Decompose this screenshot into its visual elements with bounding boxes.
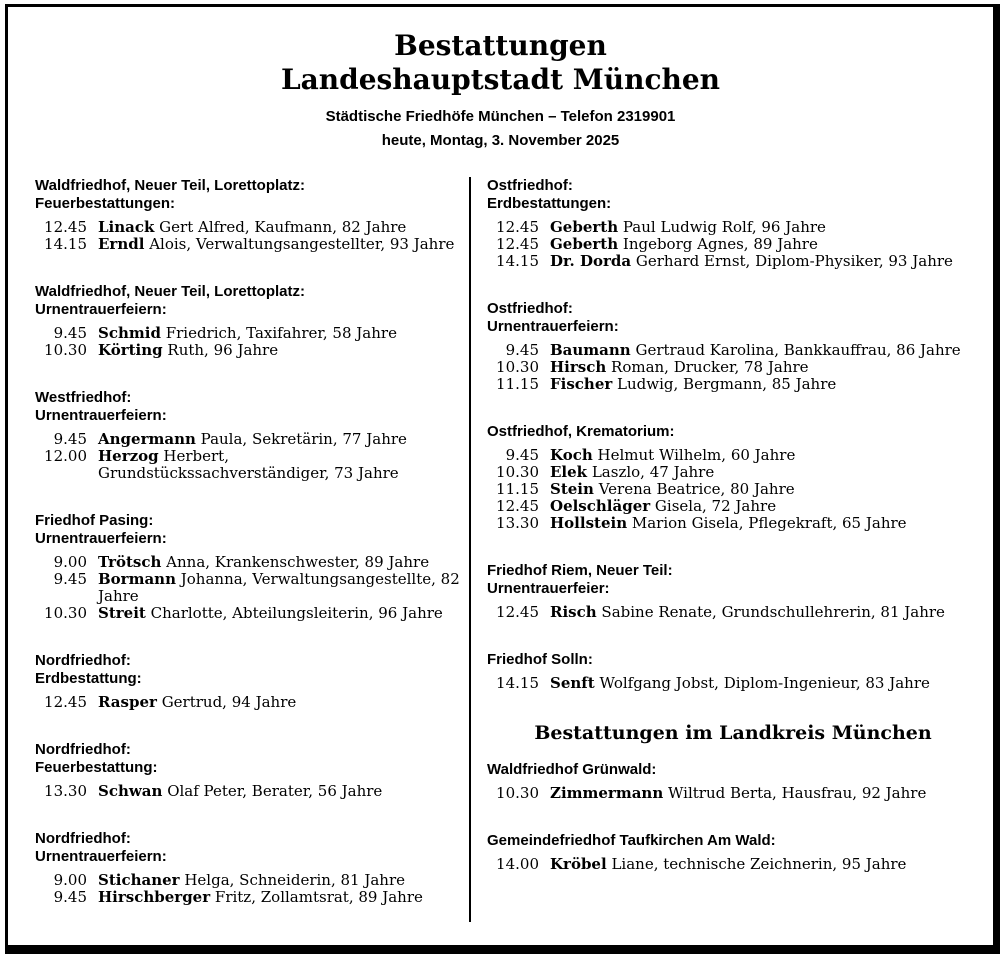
entry-time: 12.45 bbox=[44, 693, 87, 712]
funeral-notices-page bbox=[5, 4, 1000, 954]
cemetery-section bbox=[35, 389, 469, 482]
funeral-entry bbox=[35, 872, 469, 889]
entry-text: Fischer Ludwig, Bergmann, 85 Jahre bbox=[550, 375, 837, 394]
entry-text: Angermann Paula, Sekretärin, 77 Jahre bbox=[98, 430, 407, 449]
section-heading bbox=[487, 562, 979, 598]
entry-time: 9.00 bbox=[53, 871, 87, 890]
entry-time: 9.45 bbox=[505, 341, 539, 360]
entry-text: Risch Sabine Renate, Grundschullehrerin, 81 Jahre bbox=[550, 603, 945, 622]
entry-time: 10.30 bbox=[44, 604, 87, 623]
entry-surname: Bormann bbox=[98, 570, 176, 589]
right-sections-container bbox=[487, 177, 979, 692]
entry-surname: Zimmermann bbox=[550, 784, 664, 803]
entry-list bbox=[487, 447, 979, 532]
entry-surname: Stichaner bbox=[98, 871, 180, 890]
entry-text: Körting Ruth, 96 Jahre bbox=[98, 341, 279, 360]
cemetery-section bbox=[487, 177, 979, 270]
section-heading bbox=[35, 177, 469, 213]
funeral-entry bbox=[35, 236, 469, 253]
entry-surname: Baumann bbox=[550, 341, 631, 360]
entry-time: 12.45 bbox=[496, 497, 539, 516]
entry-surname: Elek bbox=[550, 463, 588, 482]
entry-surname: Erndl bbox=[98, 235, 145, 254]
entry-time: 12.45 bbox=[44, 218, 87, 237]
entry-time: 12.45 bbox=[496, 603, 539, 622]
entry-text: Erndl Alois, Verwaltungsangestellter, 93 Jahre bbox=[98, 235, 455, 254]
header-date-line: heute, Montag, 3. November 2025 bbox=[381, 132, 620, 150]
entry-list bbox=[35, 694, 469, 711]
section-heading-line: Friedhof Riem, Neuer Teil: bbox=[487, 562, 673, 580]
funeral-entry bbox=[35, 554, 469, 571]
cemetery-section bbox=[487, 300, 979, 393]
section-heading-line: Erdbestattung: bbox=[35, 670, 142, 688]
entry-surname: Streit bbox=[98, 604, 146, 623]
entry-surname: Linack bbox=[98, 218, 155, 237]
section-heading-line: Friedhof Solln: bbox=[487, 651, 593, 669]
section-heading bbox=[35, 283, 469, 319]
entry-surname: Schmid bbox=[98, 324, 161, 343]
entry-surname: Stein bbox=[550, 480, 594, 499]
funeral-entry bbox=[487, 253, 979, 270]
funeral-entry bbox=[487, 856, 979, 873]
cemetery-section bbox=[487, 832, 979, 873]
section-heading-line: Waldfriedhof, Neuer Teil, Lorettoplatz: bbox=[35, 177, 305, 195]
entry-text: Geberth Ingeborg Agnes, 89 Jahre bbox=[550, 235, 818, 254]
section-heading bbox=[487, 423, 979, 441]
section-heading-line: Urnentrauerfeiern: bbox=[35, 301, 167, 319]
entry-time: 9.45 bbox=[53, 324, 87, 343]
section-heading-line: Feuerbestattung: bbox=[35, 759, 158, 777]
entry-time: 9.45 bbox=[53, 430, 87, 449]
funeral-entry bbox=[35, 783, 469, 800]
entry-text: Schwan Olaf Peter, Berater, 56 Jahre bbox=[98, 782, 383, 801]
section-heading-line: Gemeindefriedhof Taufkirchen Am Wald: bbox=[487, 832, 776, 850]
entry-list bbox=[35, 431, 469, 482]
section-heading-line: Urnentrauerfeiern: bbox=[35, 530, 167, 548]
entry-time: 11.15 bbox=[496, 480, 539, 499]
cemetery-section bbox=[35, 512, 469, 622]
entry-text: Herzog Herbert, Grundstückssachverständiger, 73 Jahre bbox=[98, 447, 399, 483]
entry-surname: Dr. Dorda bbox=[550, 252, 632, 271]
section-heading bbox=[487, 177, 979, 213]
entry-surname: Senft bbox=[550, 674, 595, 693]
header-subtitle-block bbox=[8, 105, 993, 153]
section-heading bbox=[487, 761, 979, 779]
funeral-entry bbox=[35, 431, 469, 448]
entry-text: Baumann Gertraud Karolina, Bankkauffrau, 86 Jahre bbox=[550, 341, 961, 360]
section-heading bbox=[487, 832, 979, 850]
entry-list bbox=[35, 554, 469, 622]
entry-list bbox=[35, 219, 469, 253]
entry-list bbox=[35, 783, 469, 800]
entry-text: Senft Wolfgang Jobst, Diplom-Ingenieur, 83 Jahre bbox=[550, 674, 930, 693]
entry-time: 14.15 bbox=[496, 674, 539, 693]
section-heading-line: Nordfriedhof: bbox=[35, 830, 131, 848]
section-heading-line: Ostfriedhof: bbox=[487, 300, 573, 318]
cemetery-section bbox=[487, 761, 979, 802]
entry-surname: Koch bbox=[550, 446, 593, 465]
landkreis-title: Bestattungen im Landkreis München bbox=[534, 722, 932, 745]
funeral-entry bbox=[35, 219, 469, 236]
section-heading bbox=[35, 741, 469, 777]
section-heading bbox=[35, 830, 469, 866]
entry-list bbox=[487, 856, 979, 873]
cemetery-section bbox=[35, 830, 469, 906]
entry-surname: Hirsch bbox=[550, 358, 607, 377]
entry-list bbox=[35, 872, 469, 906]
entry-time: 10.30 bbox=[44, 341, 87, 360]
entry-text: Koch Helmut Wilhelm, 60 Jahre bbox=[550, 446, 796, 465]
section-heading-line: Urnentrauerfeiern: bbox=[487, 318, 619, 336]
cemetery-section bbox=[35, 177, 469, 253]
entry-text: Trötsch Anna, Krankenschwester, 89 Jahre bbox=[98, 553, 430, 572]
entry-text: Bormann Johanna, Verwaltungsangestellte, 82 Jahre bbox=[98, 570, 460, 606]
entry-surname: Rasper bbox=[98, 693, 157, 712]
entry-surname: Hirschberger bbox=[98, 888, 211, 907]
entry-time: 12.45 bbox=[496, 235, 539, 254]
entry-surname: Oelschläger bbox=[550, 497, 651, 516]
funeral-entry bbox=[487, 464, 979, 481]
entry-surname: Trötsch bbox=[98, 553, 162, 572]
funeral-entry bbox=[487, 219, 979, 236]
funeral-entry bbox=[35, 889, 469, 906]
entry-time: 14.15 bbox=[496, 252, 539, 271]
entry-surname: Schwan bbox=[98, 782, 163, 801]
entry-time: 14.15 bbox=[44, 235, 87, 254]
entry-text: Hirschberger Fritz, Zollamtsrat, 89 Jahre bbox=[98, 888, 423, 907]
section-heading bbox=[35, 512, 469, 548]
entry-surname: Risch bbox=[550, 603, 597, 622]
entry-time: 10.30 bbox=[496, 784, 539, 803]
page-header bbox=[8, 7, 993, 153]
entry-surname: Herzog bbox=[98, 447, 159, 466]
section-heading-line: Nordfriedhof: bbox=[35, 741, 131, 759]
funeral-entry bbox=[487, 498, 979, 515]
section-heading-line: Erdbestattungen: bbox=[487, 195, 612, 213]
funeral-entry bbox=[487, 376, 979, 393]
funeral-entry bbox=[35, 571, 469, 605]
entry-surname: Fischer bbox=[550, 375, 613, 394]
entry-list bbox=[487, 604, 979, 621]
section-heading bbox=[35, 389, 469, 425]
landkreis-sections-container bbox=[487, 761, 979, 873]
right-column bbox=[471, 177, 993, 936]
section-heading bbox=[487, 300, 979, 336]
entry-time: 13.30 bbox=[496, 514, 539, 533]
page-title-line1: Bestattungen bbox=[394, 29, 607, 62]
entry-list bbox=[487, 342, 979, 393]
entry-surname: Angermann bbox=[98, 430, 196, 449]
section-heading-line: Ostfriedhof, Krematorium: bbox=[487, 423, 675, 441]
entry-text: Streit Charlotte, Abteilungsleiterin, 96 Jahre bbox=[98, 604, 443, 623]
section-heading bbox=[35, 652, 469, 688]
page-title-line2: Landeshauptstadt München bbox=[280, 62, 721, 96]
columns-container bbox=[8, 177, 993, 936]
entry-surname: Geberth bbox=[550, 235, 619, 254]
entry-time: 9.45 bbox=[53, 888, 87, 907]
entry-text: Geberth Paul Ludwig Rolf, 96 Jahre bbox=[550, 218, 826, 237]
entry-time: 13.30 bbox=[44, 782, 87, 801]
entry-text: Hirsch Roman, Drucker, 78 Jahre bbox=[550, 358, 809, 377]
entry-surname: Geberth bbox=[550, 218, 619, 237]
entry-time: 9.00 bbox=[53, 553, 87, 572]
cemetery-section bbox=[487, 651, 979, 692]
cemetery-section bbox=[487, 562, 979, 621]
section-heading-line: Waldfriedhof Grünwald: bbox=[487, 761, 657, 779]
section-heading-line: Urnentrauerfeier: bbox=[487, 580, 610, 598]
funeral-entry bbox=[487, 447, 979, 464]
entry-text: Stein Verena Beatrice, 80 Jahre bbox=[550, 480, 795, 499]
funeral-entry bbox=[35, 694, 469, 711]
entry-time: 11.15 bbox=[496, 375, 539, 394]
section-heading-line: Westfriedhof: bbox=[35, 389, 132, 407]
entry-text: Linack Gert Alfred, Kaufmann, 82 Jahre bbox=[98, 218, 407, 237]
section-heading-line: Urnentrauerfeiern: bbox=[35, 407, 167, 425]
funeral-entry bbox=[35, 605, 469, 622]
entry-surname: Hollstein bbox=[550, 514, 628, 533]
entry-text: Elek Laszlo, 47 Jahre bbox=[550, 463, 715, 482]
cemetery-section bbox=[35, 741, 469, 800]
section-heading-line: Ostfriedhof: bbox=[487, 177, 573, 195]
funeral-entry bbox=[487, 785, 979, 802]
entry-list bbox=[487, 785, 979, 802]
entry-text: Zimmermann Wiltrud Berta, Hausfrau, 92 Jahre bbox=[550, 784, 927, 803]
entry-list bbox=[487, 675, 979, 692]
entry-time: 14.00 bbox=[496, 855, 539, 874]
entry-text: Kröbel Liane, technische Zeichnerin, 95 Jahre bbox=[550, 855, 907, 874]
entry-text: Rasper Gertrud, 94 Jahre bbox=[98, 693, 297, 712]
funeral-entry bbox=[487, 675, 979, 692]
entry-time: 9.45 bbox=[53, 570, 87, 589]
entry-time: 12.45 bbox=[496, 218, 539, 237]
entry-time: 10.30 bbox=[496, 463, 539, 482]
entry-text: Schmid Friedrich, Taxifahrer, 58 Jahre bbox=[98, 324, 397, 343]
section-heading-line: Friedhof Pasing: bbox=[35, 512, 154, 530]
entry-list bbox=[35, 325, 469, 359]
cemetery-section bbox=[487, 423, 979, 532]
section-heading-line: Nordfriedhof: bbox=[35, 652, 131, 670]
funeral-entry bbox=[487, 359, 979, 376]
funeral-entry bbox=[487, 481, 979, 498]
funeral-entry bbox=[35, 342, 469, 359]
funeral-entry bbox=[487, 236, 979, 253]
entry-text: Hollstein Marion Gisela, Pflegekraft, 65 Jahre bbox=[550, 514, 907, 533]
entry-time: 9.45 bbox=[505, 446, 539, 465]
entry-text: Stichaner Helga, Schneiderin, 81 Jahre bbox=[98, 871, 406, 890]
section-heading-line: Feuerbestattungen: bbox=[35, 195, 176, 213]
page-title bbox=[8, 29, 993, 96]
entry-time: 10.30 bbox=[496, 358, 539, 377]
funeral-entry bbox=[487, 342, 979, 359]
entry-surname: Körting bbox=[98, 341, 163, 360]
funeral-entry bbox=[487, 604, 979, 621]
cemetery-section bbox=[35, 283, 469, 359]
left-column bbox=[8, 177, 469, 936]
header-subtitle: Städtische Friedhöfe München – Telefon 2319901 bbox=[325, 108, 676, 126]
funeral-entry bbox=[487, 515, 979, 532]
entry-surname: Kröbel bbox=[550, 855, 607, 874]
entry-text: Dr. Dorda Gerhard Ernst, Diplom-Physiker, 93 Jahre bbox=[550, 252, 953, 271]
funeral-entry bbox=[35, 325, 469, 342]
entry-time: 12.00 bbox=[44, 447, 87, 466]
funeral-entry bbox=[35, 448, 469, 482]
section-heading-line: Waldfriedhof, Neuer Teil, Lorettoplatz: bbox=[35, 283, 305, 301]
section-heading-line: Urnentrauerfeiern: bbox=[35, 848, 167, 866]
cemetery-section bbox=[35, 652, 469, 711]
section-heading bbox=[487, 651, 979, 669]
entry-text: Oelschläger Gisela, 72 Jahre bbox=[550, 497, 777, 516]
entry-list bbox=[487, 219, 979, 270]
